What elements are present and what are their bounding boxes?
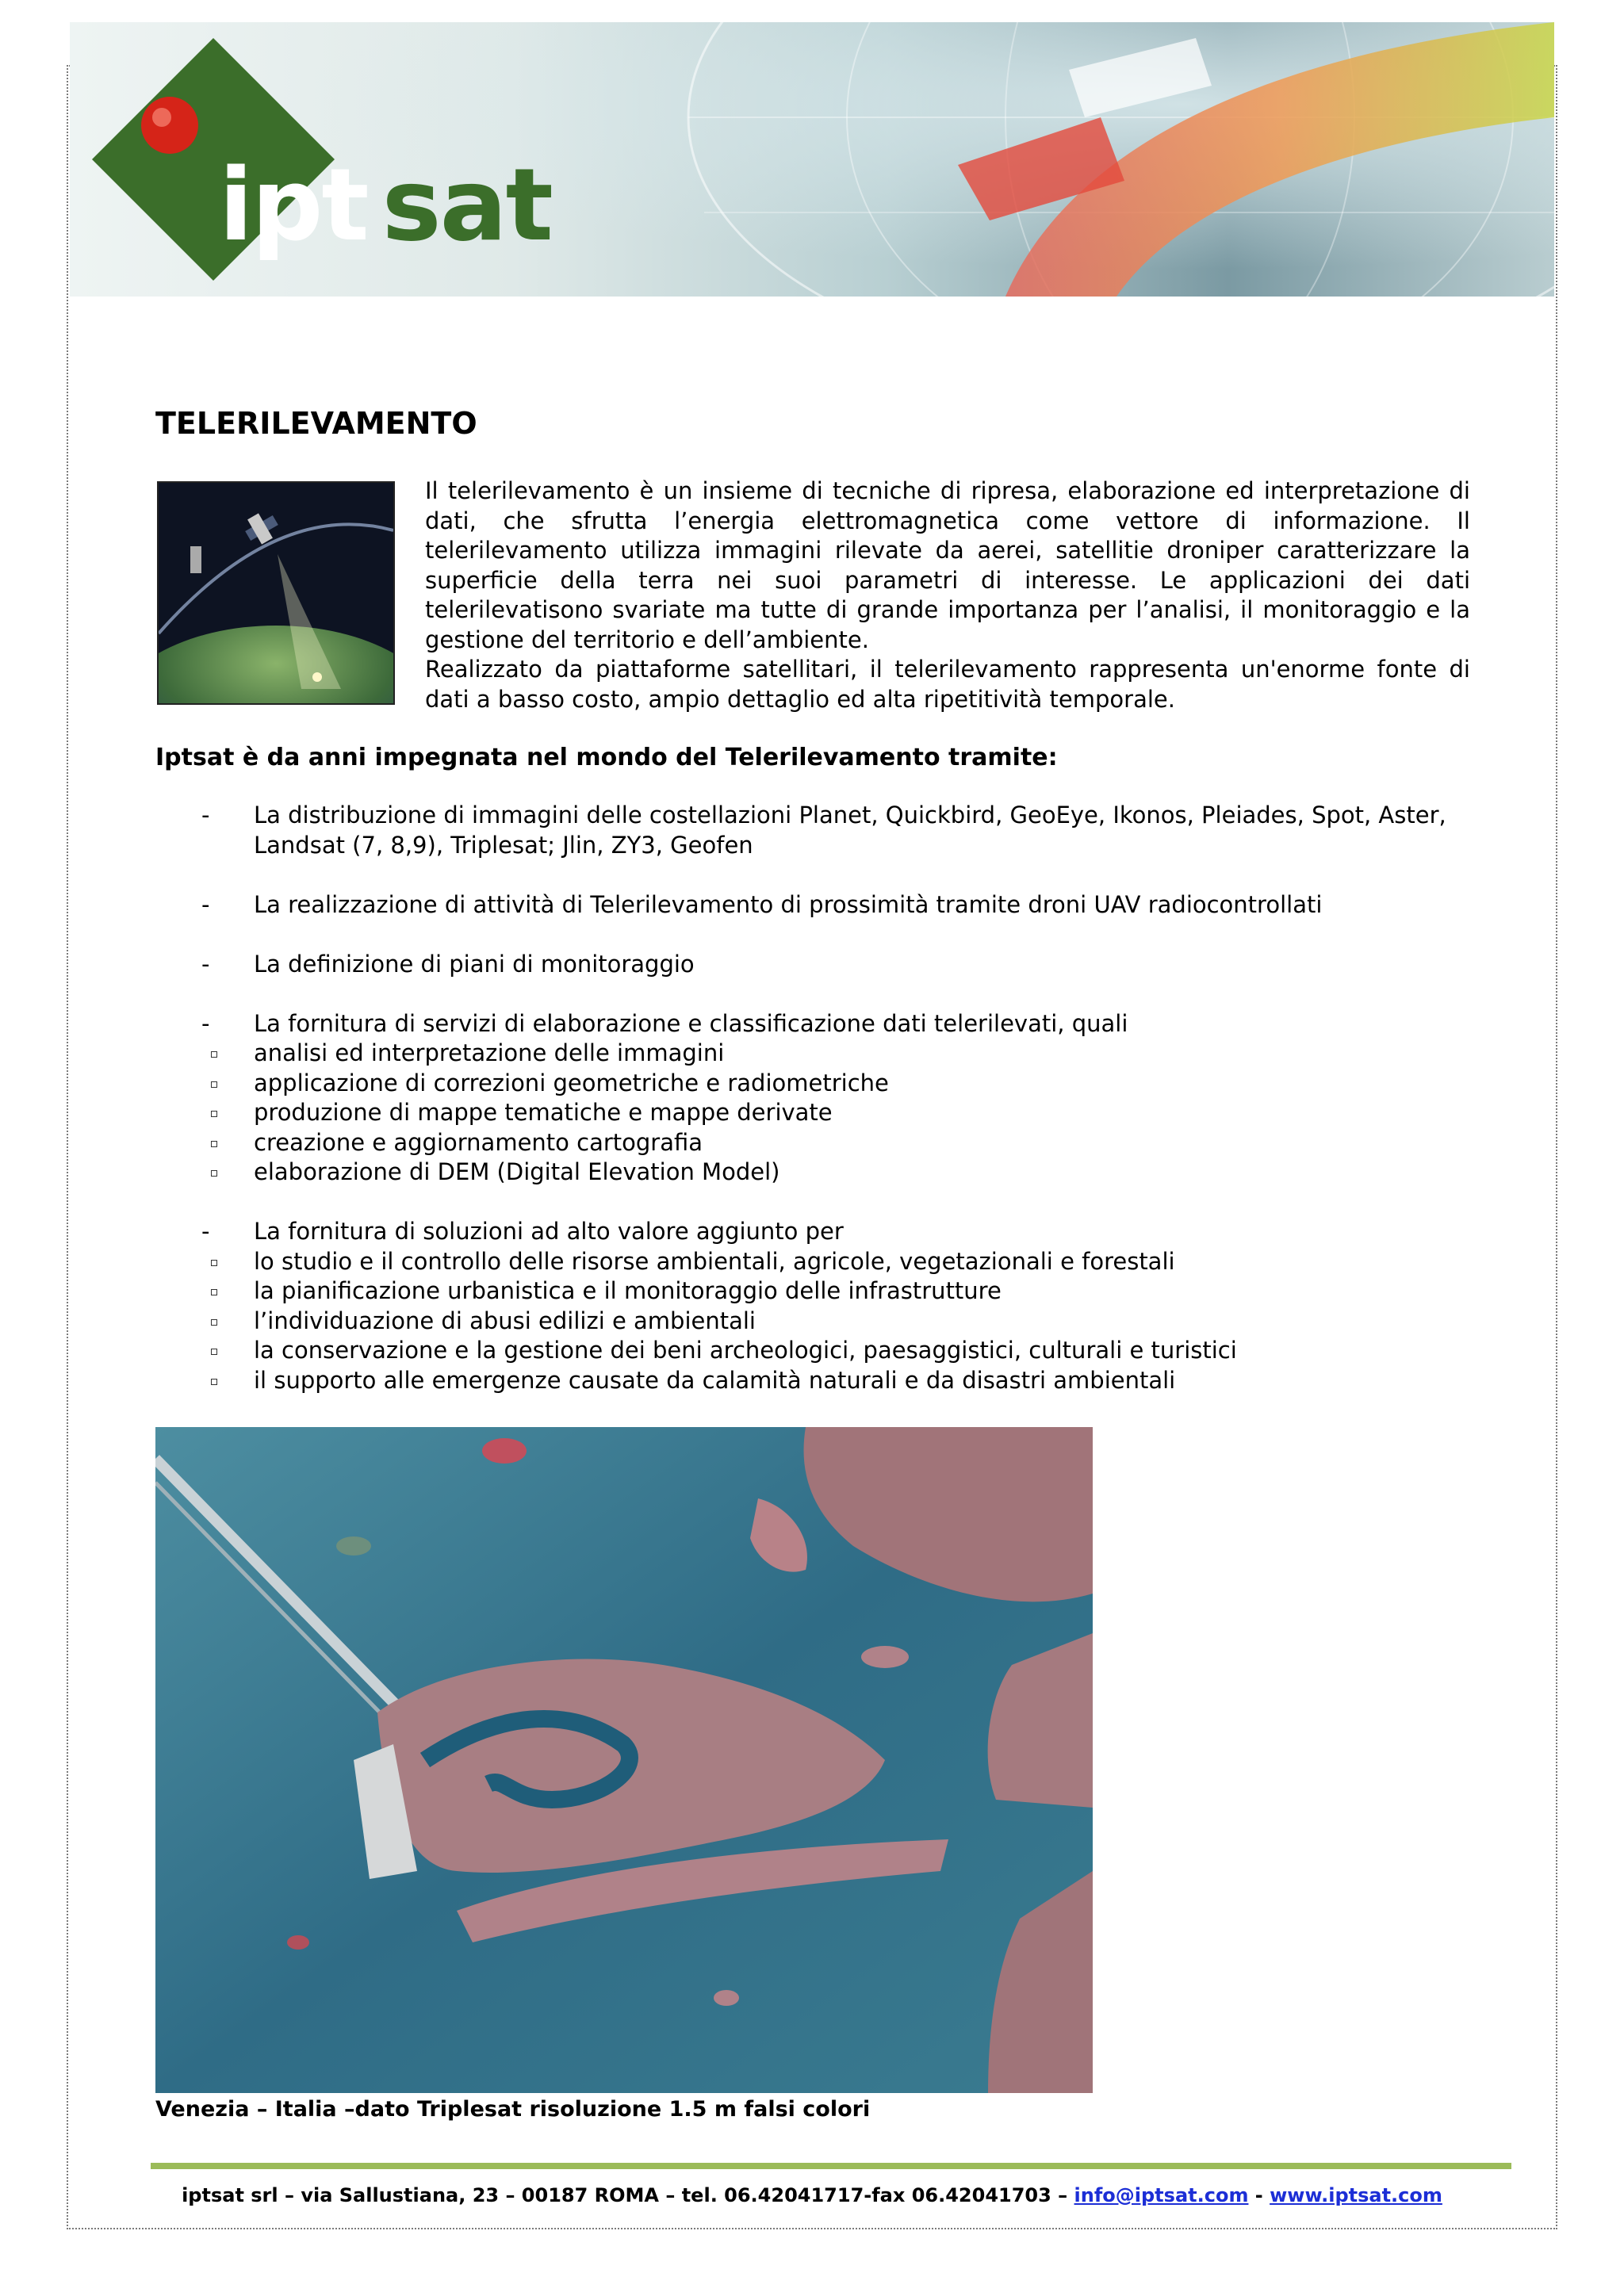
sub-list-item: l’individuazione di abusi edilizi e ambientali [155,1307,1472,1337]
square-bullet-icon [211,1111,217,1117]
list-dash: - [201,890,210,918]
footer-address: iptsat srl – via Sallustiana, 23 – 00187 ROMA – tel. 06.42041717-fax 06.42041703 – [182,2184,1074,2206]
list-item [155,801,1472,860]
footer-email-link[interactable]: info@iptsat.com [1074,2184,1249,2206]
sub-list-item: elaborazione di DEM (Digital Elevation Model) [155,1158,1472,1188]
list-dash: - [201,1009,210,1037]
footer-divider [151,2163,1511,2169]
list-item [155,950,1472,980]
square-bullet-icon [211,1349,217,1355]
square-bullet-icon [211,1260,217,1266]
satellite-image [157,481,395,705]
sub-list [155,1247,1472,1396]
square-bullet-icon [211,1289,217,1295]
intro-paragraph [425,476,1470,714]
sub-list-item: la conservazione e la gestione dei beni archeologici, paesaggistici, culturali e turistici [155,1336,1472,1366]
list-item [155,890,1472,920]
list-item-text: La fornitura di soluzioni ad alto valore aggiunto per [254,1218,844,1245]
image-caption: Venezia – Italia –dato Triplesat risoluzione 1.5 m falsi colori [155,2097,871,2122]
list-item [155,1217,1472,1395]
list-item-text: La distribuzione di immagini delle costellazioni Planet, Quickbird, GeoEye, Ikonos, Pleiades, Spot, Aster, Landsat (7, 8,9), Triplesat; Jlin, ZY3, Geofen [254,802,1446,859]
square-bullet-icon [211,1379,217,1385]
sub-list-item: applicazione di correzioni geometriche e radiometriche [155,1069,1472,1099]
intro-text-p2: Realizzato da piattaforme satellitari, il telerilevamento rappresenta un'enorme fonte di dati a basso costo, ampio dettaglio ed alta ripetitività temporale. [425,656,1470,713]
intro-text-p1: Il telerilevamento è un insieme di tecniche di ripresa, elaborazione ed interpretazione di dati, che sfrutta l’energia elettromagnetica come vettore di informazione. Il telerilevamento utilizza immagini rilevate da aerei, satellitie droniper caratterizzare la superficie della terra nei suoi parametri di interesse. Le applicazioni dei dati telerilevatisono svariate ma tutte di grande importanza per l’analisi, il monitoraggio e la gestione del territorio e dell’ambiente. [425,477,1470,653]
list-dash: - [201,1218,210,1245]
footer [0,2184,1624,2206]
square-bullet-icon [211,1170,217,1177]
sub-list [155,1039,1472,1188]
venice-satellite-image [155,1427,1093,2093]
page-title: TELERILEVAMENTO [155,406,477,441]
list-item-text: La realizzazione di attività di Telerilevamento di prossimità tramite droni UAV radiocontrollati [254,890,1323,918]
square-bullet-icon [211,1051,217,1058]
list-item-text: La definizione di piani di monitoraggio [254,950,695,978]
square-bullet-icon [211,1141,217,1147]
logo-text-ipt: ipt [219,147,368,263]
logo-wordmark [219,147,552,263]
square-bullet-icon [211,1319,217,1326]
sub-list-item: analisi ed interpretazione delle immagini [155,1039,1472,1069]
logo-text-sat: sat [381,147,552,263]
sub-list-item: lo studio e il controllo delle risorse ambientali, agricole, vegetazionali e forestali [155,1247,1472,1277]
services-list [155,801,1472,1425]
sub-list-item: creazione e aggiornamento cartografia [155,1128,1472,1158]
header-banner [70,22,1554,297]
sub-list-item: la pianificazione urbanistica e il monitoraggio delle infrastrutture [155,1276,1472,1307]
square-bullet-icon [211,1081,217,1088]
sub-list-item: produzione di mappe tematiche e mappe derivate [155,1098,1472,1128]
list-dash: - [201,950,210,978]
sub-list-item: il supporto alle emergenze causate da calamità naturali e da disastri ambientali [155,1366,1472,1396]
footer-separator: - [1248,2184,1270,2206]
list-item [155,1009,1472,1188]
section-heading: Iptsat è da anni impegnata nel mondo del Telerilevamento tramite: [155,744,1058,771]
list-dash: - [201,802,210,828]
list-item-text: La fornitura di servizi di elaborazione e classificazione dati telerilevati, quali [254,1009,1128,1037]
footer-website-link[interactable]: www.iptsat.com [1270,2184,1442,2206]
